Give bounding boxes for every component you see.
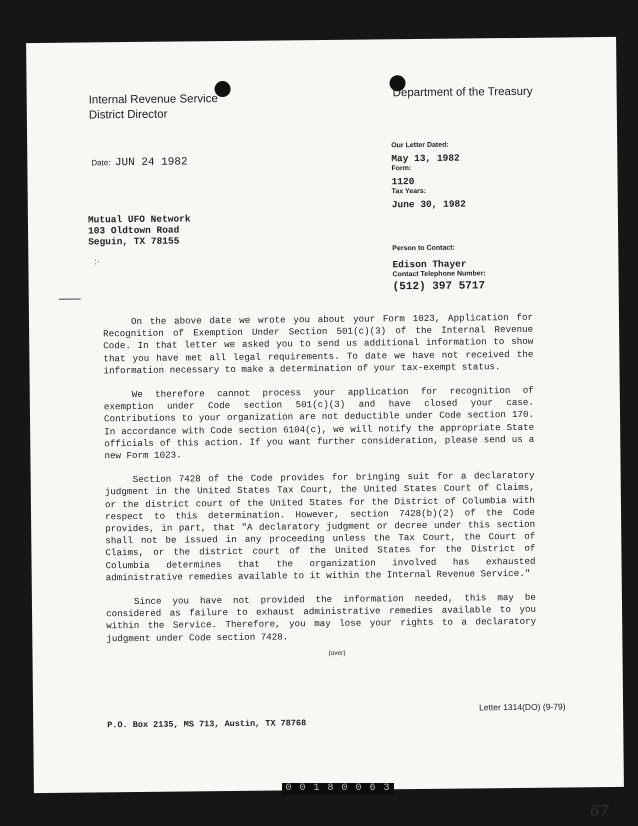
- form-label: Form:: [391, 165, 412, 173]
- department-title: Department of the Treasury: [392, 85, 533, 100]
- our-letter-value: May 13, 1982: [391, 152, 460, 165]
- recipient-address: [88, 213, 191, 247]
- letter-body: [103, 312, 536, 645]
- agency-name: Internal Revenue Service: [88, 93, 218, 107]
- date-label: Date:: [91, 158, 111, 168]
- form-value: 1120: [391, 176, 415, 188]
- paragraph-1: On the above date we wrote you about your Form 1023, Application for Recognition of Exemption Under Section 501(c)(3) of the Internal Revenue Code. In that letter we asked you to send us additional information to show that you have met all legal requirements. To date we have not received the information necessary to make a determination of your tax-exempt status.: [103, 311, 534, 377]
- return-address: P.O. Box 2135, MS 713, Austin, TX 78768: [107, 718, 307, 731]
- letter-page: [26, 37, 624, 793]
- paragraph-2: We therefore cannot process your application for recognition of exemption under Code section 501(c)(3) and have closed your case. Contributions to your organization are not deductible under Code section 170. In accordance with Code section 6104(c), we will notify the appropriate State officials of this action. If you want further consideration, please send us a new Form 1023.: [103, 384, 535, 462]
- contact-name: Edison Thayer: [392, 258, 467, 271]
- handwritten-page-number: 67: [590, 802, 610, 820]
- date-line: [91, 151, 187, 170]
- document-stamp: 0 0 1 8 0 0 6 3: [282, 783, 394, 795]
- recipient-name: Mutual UFO Network: [87, 213, 191, 226]
- phone-value: (512) 397 5717: [392, 280, 486, 294]
- recipient-street: 103 Oldtown Road: [88, 224, 180, 237]
- tax-years-value: June 30, 1982: [391, 198, 466, 211]
- our-letter-label: Our Letter Dated:: [391, 141, 449, 150]
- date-value: JUN 24 1982: [114, 156, 188, 170]
- fold-mark: [59, 299, 81, 300]
- agency-office: District Director: [88, 108, 168, 122]
- paragraph-3: Section 7428 of the Code provides for bringing suit for a declaratory judgment in the United States Tax Court, the United States Court of Claims, or the district court of the United States for the District of Columbia with respect to this determination. However, section 7428(b)(2) of the Code provides, in part, that "A declaratory judgment or decree under this section shall not be issued in any proceeding unless the Tax Court, the Court of Claims, or the district court of the United States for the District of Columbia determines that the organization involved has exhausted administrative remedies available to it within the Internal Revenue Service.": [104, 470, 536, 584]
- margin-mark: :·: [94, 256, 100, 267]
- tax-years-label: Tax Years:: [391, 187, 427, 196]
- phone-label: Contact Telephone Number:: [392, 270, 486, 279]
- reference-block: [391, 139, 593, 293]
- contact-label: Person to Contact:: [392, 244, 455, 253]
- recipient-city: Seguin, TX 78155: [88, 235, 180, 248]
- paragraph-4: Since you have not provided the information needed, this may be considered as failure to exhaust administrative remedies available to you within the Service. Therefore, you may lose your rights to a declaratory judgment under Code section 7428.: [106, 591, 537, 644]
- letter-number: Letter 1314(DO) (9-79): [479, 701, 566, 713]
- over-note: (over): [328, 649, 346, 657]
